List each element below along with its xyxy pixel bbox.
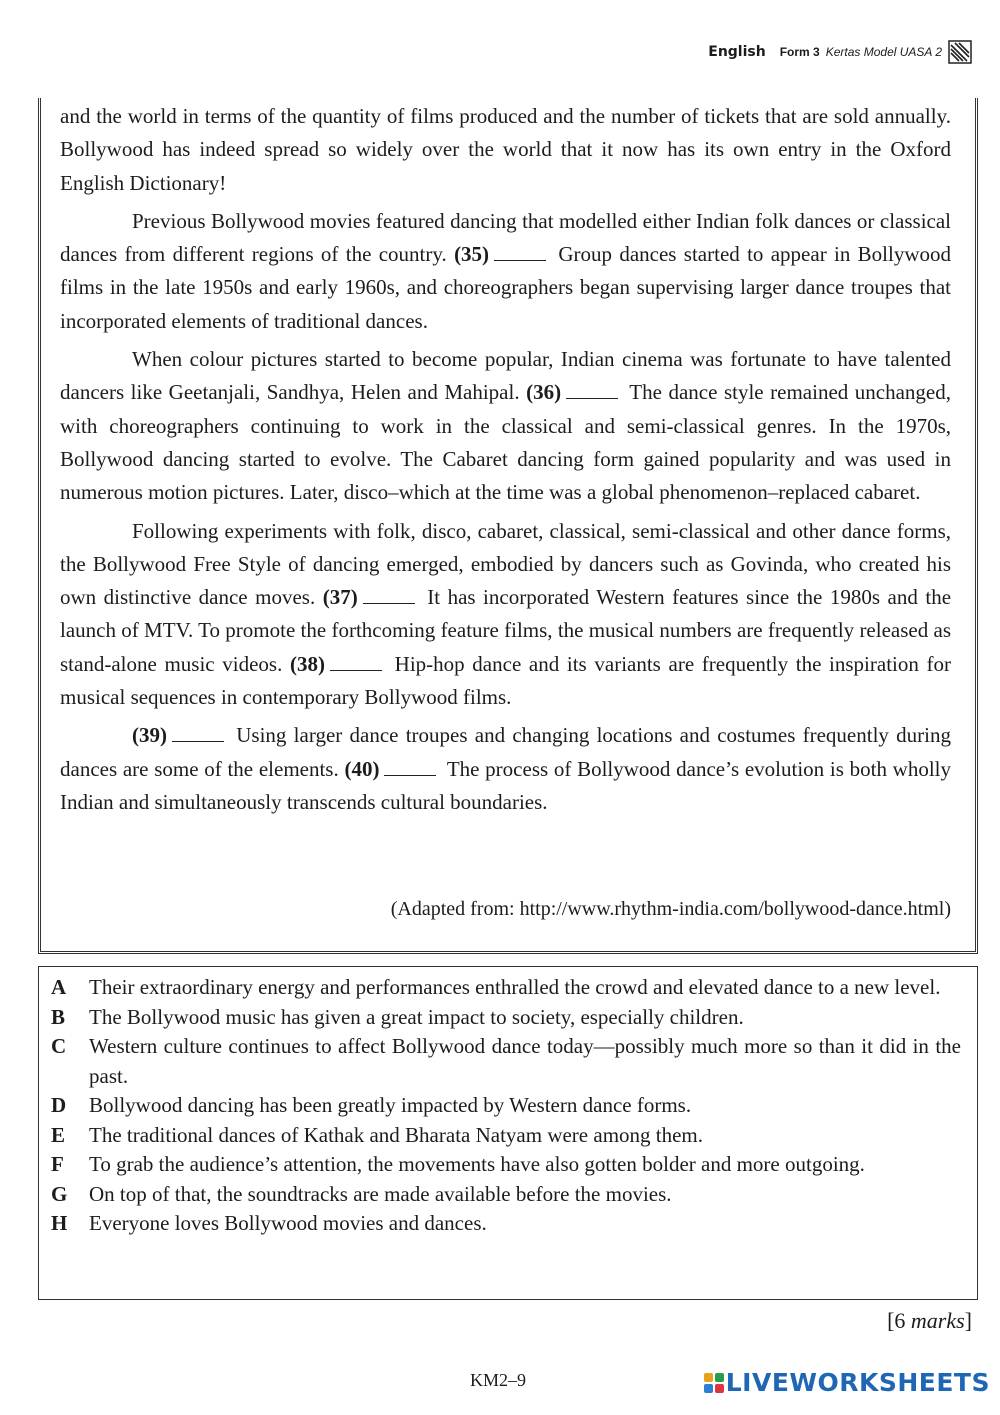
option-text: Western culture continues to affect Bollywood dance today—possibly much more so than it did in the past.	[89, 1034, 961, 1088]
logo-square	[704, 1384, 713, 1393]
page-header	[708, 40, 972, 64]
brand-name: LIVEWORKSHEETS	[725, 1368, 990, 1397]
paragraph-text: Hip-hop dance and its variants are frequently the inspiration for musical sequences in contemporary Bollywood films.	[60, 651, 951, 710]
option-letter: C	[51, 1034, 67, 1058]
answer-blank-40[interactable]	[384, 760, 436, 776]
option-text: Everyone loves Bollywood movies and dances.	[89, 1211, 487, 1235]
answer-blank-39[interactable]	[172, 726, 224, 742]
option-e	[51, 1121, 961, 1151]
paragraph-text: The process of Bollywood dance’s evolution is both wholly Indian and simultaneously transcends cultural boundaries.	[60, 756, 952, 814]
option-letter: E	[51, 1122, 66, 1147]
option-text: The Bollywood music has given a great impact to society, especially children.	[89, 1004, 744, 1029]
option-f	[51, 1150, 961, 1180]
answer-blank-38[interactable]	[330, 655, 382, 671]
logo-square	[715, 1373, 724, 1382]
paragraph-text: Group dances started to appear in Bollywood films in the late 1950s and early 1960s, and choreographers began supervising larger dance troupes that incorporated elements of traditional dances.	[60, 242, 951, 333]
question-number-36: (36)	[526, 380, 562, 405]
option-letter: A	[51, 975, 67, 999]
stacked-pages-icon	[948, 40, 972, 64]
page-code: KM2–9	[470, 1370, 527, 1390]
option-letter: G	[51, 1181, 68, 1206]
question-number-38: (38)	[290, 651, 325, 676]
marks-close: ]	[964, 1308, 972, 1333]
paragraph-text: Following experiments with folk, disco, cabaret, classical, semi-classical and other dance forms, the Bollywood Free Style of dancing emerged, embodied by dancers such as Govinda, who created his own distinctive dance moves.	[60, 518, 951, 610]
option-letter: H	[51, 1211, 68, 1235]
option-text: The traditional dances of Kathak and Bharata Natyam were among them.	[89, 1122, 704, 1147]
passage-paragraph-5	[60, 719, 951, 819]
option-letter: B	[51, 1004, 66, 1029]
marks-word: marks	[910, 1308, 965, 1333]
paragraph-text: When colour pictures started to become popular, Indian cinema was fortunate to have talented dancers like Geetanjali, Sandhya, Helen and Mahipal.	[60, 347, 951, 405]
option-text: Bollywood dancing has been greatly impacted by Western dance forms.	[89, 1093, 692, 1117]
question-number-39: (39)	[132, 723, 167, 748]
header-paper: Kertas Model UASA 2	[825, 45, 942, 59]
paragraph-text: The dance style remained unchanged, with choreographers continuing to work in the classical and semi-classical genres. In the 1970s, Bollywood dancing started to evolve. The Cabaret dancing form gained popularity and was used in numerous motion pictures. Later, disco–which at the time was a global phenomenon–replaced cabaret.	[60, 380, 952, 505]
answer-blank-35[interactable]	[494, 245, 546, 261]
option-text: Their extraordinary energy and performances enthralled the crowd and elevated dance to a new level.	[89, 975, 941, 999]
marks-open: [6	[887, 1308, 911, 1333]
option-text: To grab the audience’s attention, the movements have also gotten bolder and more outgoing.	[89, 1152, 865, 1176]
passage-box	[38, 98, 978, 954]
paragraph-text: It has incorporated Western features since the 1980s and the launch of MTV. To promote the forthcoming feature films, the musical numbers are frequently released as stand-alone music videos.	[60, 585, 952, 676]
option-letter: D	[51, 1093, 67, 1117]
option-g	[51, 1180, 961, 1210]
options-box	[38, 966, 978, 1300]
marks-label	[887, 1308, 972, 1334]
option-d	[51, 1091, 961, 1121]
source-citation: (Adapted from: http://www.rhythm-india.com/bollywood-dance.html)	[390, 898, 951, 920]
paragraph-text: Using larger dance troupes and changing locations and costumes frequently during dances are some of the elements.	[60, 723, 951, 781]
question-number-37: (37)	[322, 585, 358, 610]
logo-square	[715, 1384, 724, 1393]
passage-paragraph-1: and the world in terms of the quantity of films produced and the number of tickets that are sold annually. Bollywood has indeed spread so widely over the world that it now has its own entry in the Oxford English Dictionary!	[60, 104, 951, 195]
passage-paragraph-4	[60, 515, 951, 715]
option-a	[51, 973, 961, 1003]
header-subject: English	[708, 44, 766, 60]
logo-square	[704, 1373, 713, 1382]
answer-blank-36[interactable]	[566, 383, 618, 399]
logo-squares-icon	[704, 1373, 724, 1393]
question-number-40: (40)	[344, 756, 380, 781]
option-text: On top of that, the soundtracks are made available before the movies.	[89, 1181, 672, 1206]
paragraph-text: Previous Bollywood movies featured dancing that modelled either Indian folk dances or classical dances from different regions of the country.	[60, 208, 951, 267]
passage-paragraph-2	[60, 205, 951, 338]
passage-paragraph-3	[60, 343, 951, 509]
option-letter: F	[51, 1152, 64, 1176]
header-form: Form 3	[779, 45, 820, 59]
answer-blank-37[interactable]	[363, 588, 415, 604]
option-h	[51, 1209, 961, 1239]
option-b	[51, 1003, 961, 1033]
question-number-35: (35)	[454, 242, 490, 267]
option-c	[51, 1032, 961, 1091]
liveworksheets-logo[interactable]	[704, 1368, 990, 1397]
